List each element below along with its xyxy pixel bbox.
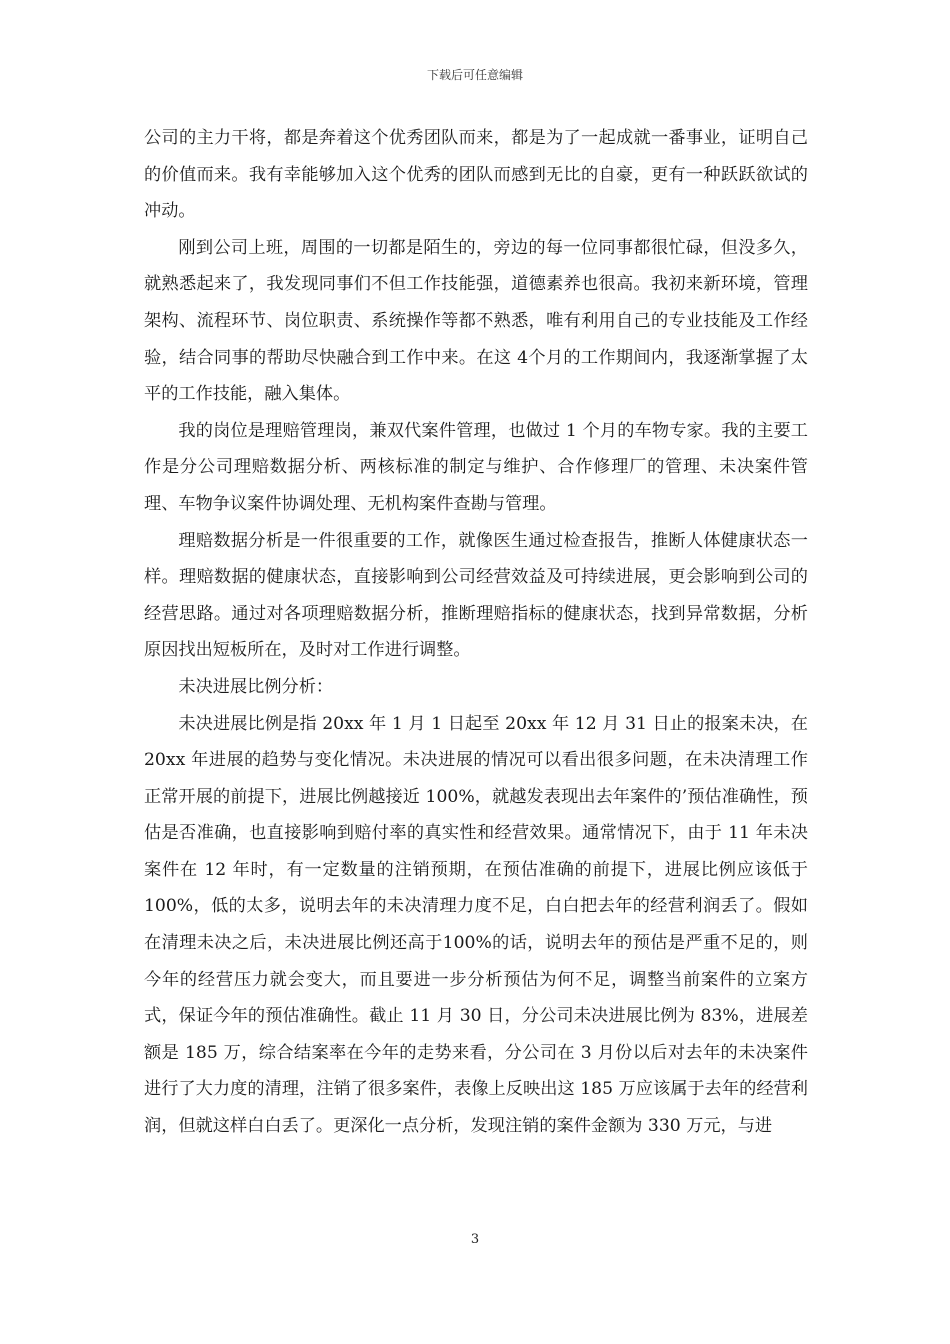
page-number: 3	[470, 1232, 480, 1247]
paragraph-1: 公司的主力干将，都是奔着这个优秀团队而来，都是为了一起成就一番事业，证明自己的价值而来。我有幸能够加入这个优秀的团队而感到无比的自豪，更有一种跃跃欲试的冲动。	[144, 128, 808, 222]
paragraph-5: 未决进展比例是指 20xx 年 1 月 1 日起至 20xx 年 12 月 31 日止的报案未决，在 20xx 年进展的趋势与变化情况。未决进展的情况可以看出很多问题，在未决清理工作正常开展的前提下，进展比例越接近 100%，就越发表现出去年案件的’预估准确性，预估是否准确，也直接影响到赔付率的真实性和经营效果。通常情况下，由于 11 年未决案件在 12 年时，有一定数量的注销预期，在预估准确的前提下，进展比例应该低于 100%，低的太多，说明去年的未决清理力度不足，白白把去年的经营利润丢了。假如在清理未决之后，未决进展比例还高于100%的话，说明去年的预估是严重不足的，则今年的经营压力就会变大，而且要进一步分析预估为何不足，调整当前案件的立案方式，保证今年的预估准确性。截止 11 月 30 日，分公司未决进展比例为 83%，进展差额是 185 万，综合结案率在今年的走势来看，分公司在 3 月份以后对去年的未决案件进行了大力度的清理，注销了很多案件，表像上反映出这 185 万应该属于去年的经营利润，但就这样白白丢了。更深化一点分析，发现注销的案件金额为 330 万元，与进	[144, 713, 808, 1137]
paragraph-2: 刚到公司上班，周围的一切都是陌生的，旁边的每一位同事都很忙碌，但没多久，就熟悉起来了，我发现同事们不但工作技能强，道德素养也很高。我初来新环境，管理架构、流程环节、岗位职责、系统操作等都不熟悉，唯有利用自己的专业技能及工作经验，结合同事的帮助尽快融合到工作中来。在这 4个月的工作期间内，我逐渐掌握了太平的工作技能，融入集体。	[144, 237, 808, 405]
page-header: 下载后可任意编辑	[426, 68, 523, 82]
document-body	[144, 120, 808, 1145]
paragraph-3: 我的岗位是理赔管理岗，兼双代案件管理，也做过 1 个月的车物专家。我的主要工作是分公司理赔数据分析、两核标准的制定与维护、合作修理厂的管理、未决案件管理、车物争议案件协调处理、无机构案件查勘与管理。	[144, 420, 808, 514]
section-heading: 未决进展比例分析：	[178, 676, 334, 697]
paragraph-4: 理赔数据分析是一件很重要的工作，就像医生通过检查报告，推断人体健康状态一样。理赔数据的健康状态，直接影响到公司经营效益及可持续进展，更会影响到公司的经营思路。通过对各项理赔数据分析，推断理赔指标的健康状态，找到异常数据，分析原因找出短板所在，及时对工作进行调整。	[144, 530, 808, 661]
